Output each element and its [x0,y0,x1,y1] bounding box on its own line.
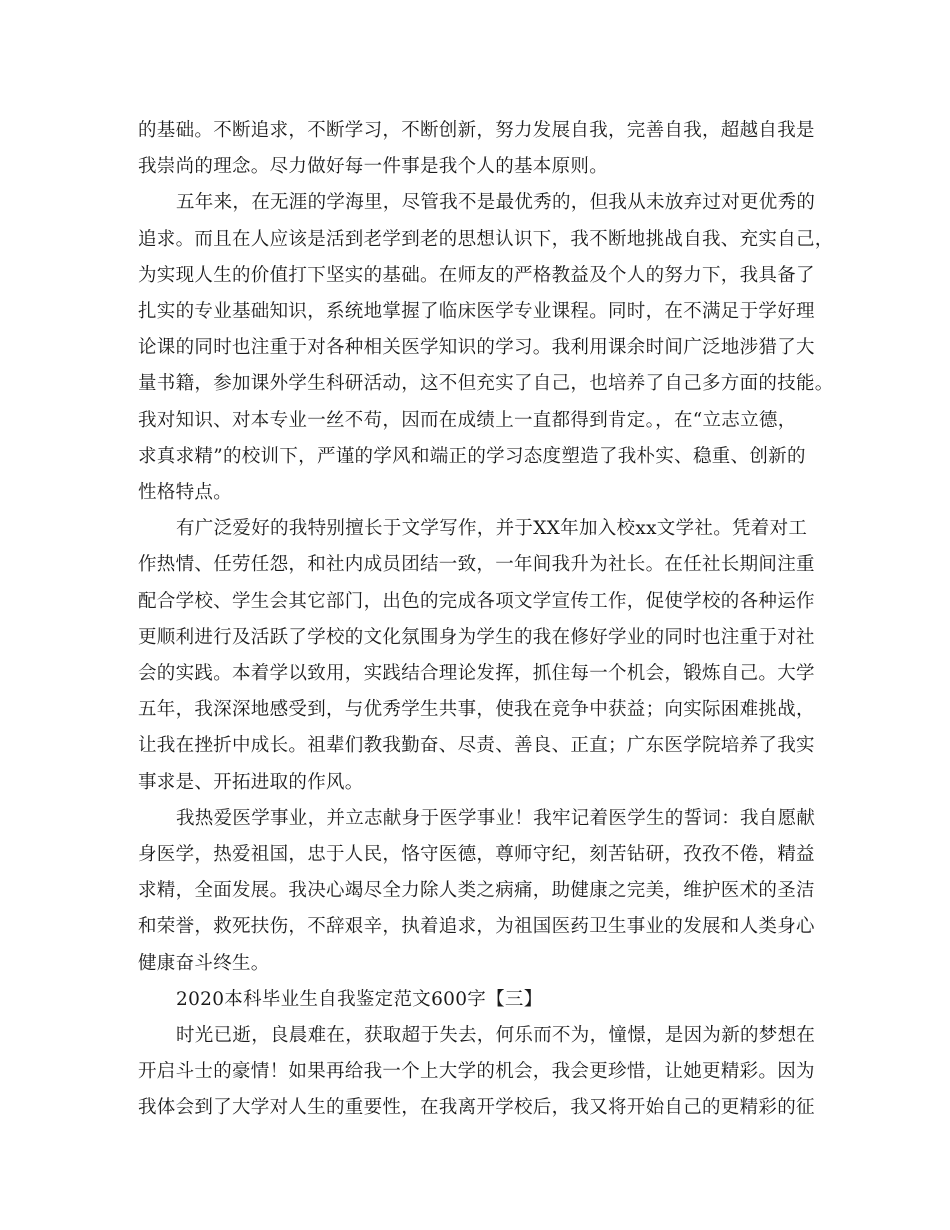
text-line: 作热情、任劳任怨，和社内成员团结一致，一年间我升为社长。在任社长期间注重 [138,554,815,575]
text-line: 五年来，在无涯的学海里，尽管我不是最优秀的，但我从未放弃过对更优秀的 [176,192,816,213]
text-line: 配合学校、学生会其它部门，出色的完成各项文学宣传工作，促使学校的各种运作 [138,591,815,612]
text-line: 五年，我深深地感受到，与优秀学生共事，使我在竞争中获益；向实际困难挑战， [138,699,815,720]
text-line: 扎实的专业基础知识，系统地掌握了临床医学专业课程。同时，在不满足于学好理 [138,301,815,322]
text-line: 我体会到了大学对人生的重要性，在我离开学校后，我又将开始自己的更精彩的征 [138,1097,815,1118]
text-line: 健康奋斗终生。 [138,953,270,974]
text-line: 2020本科毕业生自我鉴定范文600字【三】 [176,989,543,1010]
text-line: 求精，全面发展。我决心竭尽全力除人类之病痛，助健康之完美，维护医术的圣洁 [138,880,815,901]
text-line: 有广泛爱好的我特别擅长于文学写作，并于XX年加入校xx文学社。凭着对工 [176,518,808,539]
text-line: 事求是、开拓进取的作风。 [138,772,364,793]
text-line: 为实现人生的价值打下坚实的基础。在师友的严格教益及个人的努力下，我具备了 [138,265,815,286]
text-line: 更顺利进行及活跃了学校的文化氛围身为学生的我在修好学业的同时也注重于对社 [138,627,815,648]
text-line: 的基础。不断追求，不断学习，不断创新，努力发展自我，完善自我，超越自我是 [138,120,815,141]
text-line: 时光已逝，良晨难在，获取超于失去，何乐而不为，憧憬，是因为新的梦想在 [176,1025,816,1046]
text-line: 和荣誉，救死扶伤，不辞艰辛，执着追求，为祖国医药卫生事业的发展和人类身心 [138,916,815,937]
text-line: 我崇尚的理念。尽力做好每一件事是我个人的基本原则。 [138,156,609,177]
text-line: 追求。而且在人应该是活到老学到老的思想认识下，我不断地挑战自我、充实自己， [138,229,834,250]
text-line: 开启斗士的豪情！如果再给我一个上大学的机会，我会更珍惜，让她更精彩。因为 [138,1061,815,1082]
text-line: 论课的同时也注重于对各种相关医学知识的学习。我利用课余时间广泛地涉猎了大 [138,337,815,358]
text-line: 会的实践。本着学以致用，实践结合理论发挥，抓住每一个机会，锻炼自己。大学 [138,663,815,684]
text-line: 求真求精”的校训下，严谨的学风和端正的学习态度塑造了我朴实、稳重、创新的 [138,446,806,467]
text-line: 性格特点。 [138,482,233,503]
text-line: 让我在挫折中成长。祖辈们教我勤奋、尽责、善良、正直；广东医学院培养了我实 [138,735,815,756]
text-line: 量书籍，参加课外学生科研活动，这不但充实了自己，也培养了自己多方面的技能。 [138,373,834,394]
text-line: 我热爱医学事业，并立志献身于医学事业！我牢记着医学生的誓词：我自愿献 [176,808,816,829]
text-line: 我对知识、对本专业一丝不苟，因而在成绩上一直都得到肯定。，在“立志立德， [138,410,797,431]
text-line: 身医学，热爱祖国，忠于人民，恪守医德，尊师守纪，刻苦钻研，孜孜不倦，精益 [138,844,815,865]
